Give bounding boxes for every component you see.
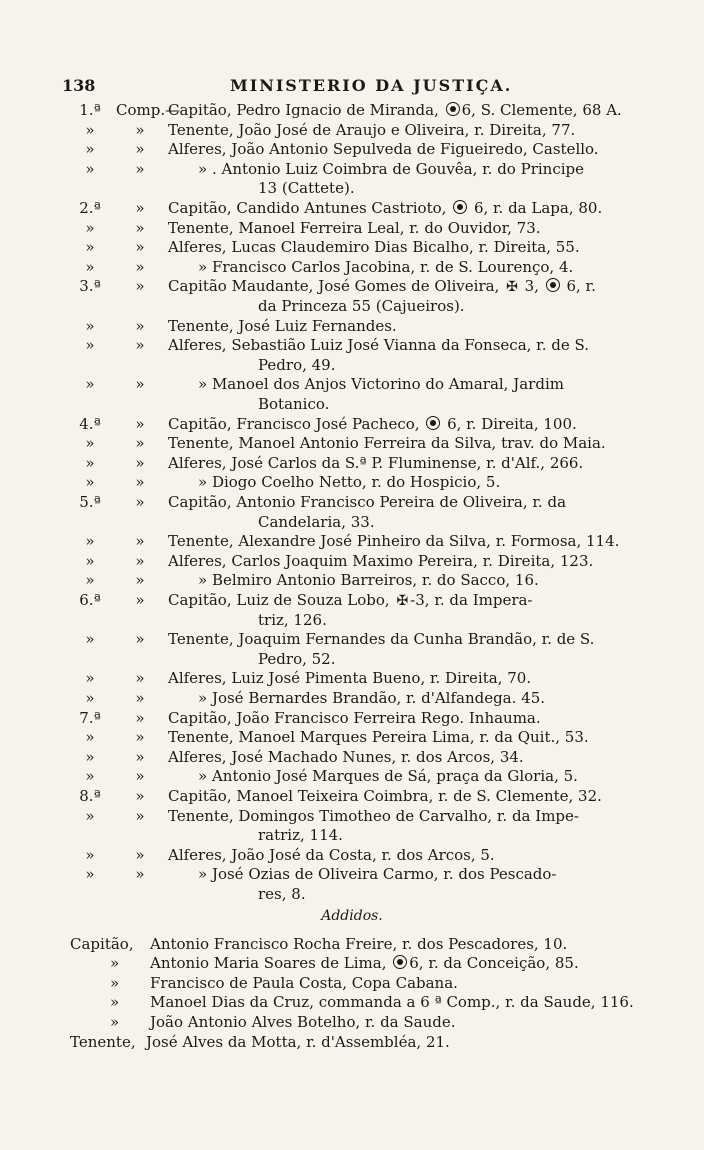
company-label: » xyxy=(135,865,145,884)
rank-label: Tenente, xyxy=(70,1032,136,1051)
company-label: » xyxy=(135,159,145,178)
roster-line xyxy=(0,296,704,316)
entry-text: Alferes, Carlos Joaquim Maximo Pereira, r. Direita, 123. xyxy=(168,551,594,570)
entry-text: Tenente, Domingos Timotheo de Carvalho, r. da Impe- xyxy=(168,806,579,825)
roster-line xyxy=(0,864,704,884)
entry-text: da Princeza 55 (Cajueiros). xyxy=(258,297,465,315)
roster-line xyxy=(0,472,704,492)
company-number: » xyxy=(85,238,95,257)
company-number: » xyxy=(85,689,95,707)
roster-line xyxy=(0,218,704,238)
entry-text: triz, 126. xyxy=(258,610,327,629)
company-label: » xyxy=(135,120,145,139)
roster-line xyxy=(0,786,704,806)
roster-line xyxy=(0,316,704,336)
entry-text: Alferes, João Antonio Sepulveda de Figueiredo, Castello. xyxy=(168,140,599,159)
company-label: » xyxy=(135,375,145,394)
company-number: » xyxy=(85,532,95,551)
rank-label: » xyxy=(110,1013,120,1031)
company-label: » xyxy=(135,493,145,511)
rank-label: Capitão, xyxy=(70,934,134,953)
entry-text: » Manoel dos Anjos Victorino do Amaral, Jardim xyxy=(198,375,564,394)
entry-text: Alferes, Sebastião Luiz José Vianna da Fonseca, r. de S. xyxy=(168,336,589,355)
company-number: » xyxy=(85,434,95,453)
rank-label: » xyxy=(110,973,120,992)
roster-line xyxy=(0,453,704,473)
entry-text: Manoel Dias da Cruz, commanda a 6 ª Comp., r. da Saude, 116. xyxy=(150,993,634,1012)
entry-text: » José Ozias de Oliveira Carmo, r. dos Pescado- xyxy=(198,865,557,884)
roster-line xyxy=(0,825,704,845)
roster-line xyxy=(0,649,704,669)
company-label: » xyxy=(135,787,145,805)
order-medal-icon xyxy=(546,278,560,292)
entry-text: Alferes, Lucas Claudemiro Dias Bicalho, r. Direita, 55. xyxy=(168,238,580,257)
company-label: » xyxy=(135,453,145,472)
entry-text: » . Antonio Luiz Coimbra de Gouvêa, r. do Principe xyxy=(198,159,585,178)
company-label: » xyxy=(135,532,145,551)
company-label: » xyxy=(135,728,145,747)
cross-icon: ✠ xyxy=(506,279,518,296)
company-label: » xyxy=(135,238,145,257)
company-number: » xyxy=(85,747,95,766)
entry-text: Alferes, Luiz José Pimenta Bueno, r. Direita, 70. xyxy=(168,669,532,688)
company-number: » xyxy=(85,551,95,570)
company-number: » xyxy=(85,218,95,237)
roster-line xyxy=(0,766,704,786)
company-label: » xyxy=(135,316,145,335)
company-label: » xyxy=(135,336,145,355)
roster-line xyxy=(0,100,704,120)
entry-text: Tenente, Manoel Marques Pereira Lima, r. da Quit., 53. xyxy=(168,728,589,747)
addidos-line xyxy=(0,1012,704,1032)
company-label: » xyxy=(135,747,145,766)
company-number: » xyxy=(85,140,95,159)
company-number: 1.ª xyxy=(79,101,101,119)
roster-line xyxy=(0,159,704,179)
entry-text: José Alves da Motta, r. d'Assembléa, 21. xyxy=(146,1032,450,1051)
roster-line xyxy=(0,610,704,630)
entry-text: Capitão, Luiz de Souza Lobo, ✠ -3, r. da Impera- xyxy=(168,591,533,609)
addidos-line xyxy=(0,934,704,954)
company-number: » xyxy=(85,669,95,688)
entry-text: » Belmiro Antonio Barreiros, r. do Sacco, 16. xyxy=(198,571,539,590)
roster-line xyxy=(0,178,704,198)
cross-icon: ✠ xyxy=(396,593,409,609)
rank-label: » xyxy=(110,954,120,973)
company-number: » xyxy=(85,845,95,864)
company-label: » xyxy=(135,630,145,649)
addidos-line xyxy=(0,1032,704,1052)
entry-text: Antonio Maria Soares de Lima, 6, r. da Conceição, 85. xyxy=(150,954,579,973)
company-number: 5.ª xyxy=(79,493,101,511)
roster-line xyxy=(0,570,704,590)
entry-text: Botanico. xyxy=(258,395,330,413)
entry-text: Capitão, João Francisco Ferreira Rego. Inhauma. xyxy=(168,708,541,727)
roster-line xyxy=(0,531,704,551)
company-label: Comp.— xyxy=(116,101,181,119)
entry-text: res, 8. xyxy=(258,885,306,903)
entry-text: Tenente, Joaquim Fernandes da Cunha Brandão, r. de S. xyxy=(168,630,595,649)
entry-text: » Antonio José Marques de Sá, praça da Gloria, 5. xyxy=(198,767,578,786)
entry-text: » Francisco Carlos Jacobina, r. de S. Lourenço, 4. xyxy=(198,257,574,276)
company-label: » xyxy=(135,414,145,433)
roster-line xyxy=(0,845,704,865)
company-number: 3.ª xyxy=(79,277,101,296)
company-number: » xyxy=(85,767,95,786)
entry-text: Alferes, João José da Costa, r. dos Arcos, 5. xyxy=(168,845,495,864)
entry-text: Capitão Maudante, José Gomes de Oliveira, ✠ 3, 6, r. xyxy=(168,277,596,296)
company-label: » xyxy=(135,767,145,786)
entry-text: » Diogo Coelho Netto, r. do Hospicio, 5. xyxy=(198,473,501,492)
entry-text: João Antonio Alves Botelho, r. da Saude. xyxy=(150,1013,456,1031)
company-number: » xyxy=(85,571,95,590)
order-medal-icon xyxy=(426,416,440,430)
entry-text: ratriz, 114. xyxy=(258,826,343,845)
company-number: 7.ª xyxy=(79,708,101,727)
roster-line xyxy=(0,688,704,708)
entry-text: Capitão, Francisco José Pacheco, 6, r. Direita, 100. xyxy=(168,414,577,433)
rank-label: » xyxy=(110,993,120,1012)
company-number: » xyxy=(85,375,95,394)
entry-text: Capitão, Candido Antunes Castrioto, 6, r. da Lapa, 80. xyxy=(168,199,603,217)
company-number: 8.ª xyxy=(79,787,101,805)
entry-text: Capitão, Manoel Teixeira Coimbra, r. de S. Clemente, 32. xyxy=(168,787,602,805)
addidos-line xyxy=(0,992,704,1012)
company-label: » xyxy=(135,434,145,453)
company-number: » xyxy=(85,630,95,649)
roster-line xyxy=(0,335,704,355)
company-label: » xyxy=(135,257,145,276)
section-subtitle: Addidos. xyxy=(321,907,383,924)
entry-text: » José Bernardes Brandão, r. d'Alfandega. 45. xyxy=(198,689,546,707)
company-number: » xyxy=(85,336,95,355)
roster-line xyxy=(0,884,704,904)
order-medal-icon xyxy=(453,200,467,214)
roster-line xyxy=(0,512,704,532)
roster-line xyxy=(0,747,704,767)
company-number: 2.ª xyxy=(79,199,101,217)
order-medal-icon xyxy=(446,102,460,116)
company-number: » xyxy=(85,728,95,747)
entry-text: Capitão, Antonio Francisco Pereira de Oliveira, r. da xyxy=(168,493,567,511)
company-label: » xyxy=(135,199,145,217)
roster-line xyxy=(0,629,704,649)
roster-line xyxy=(0,394,704,414)
entry-text: Francisco de Paula Costa, Copa Cabana. xyxy=(150,973,458,992)
roster-line xyxy=(0,198,704,218)
entry-text: Tenente, Manoel Antonio Ferreira da Silva, trav. do Maia. xyxy=(168,434,606,453)
company-label: » xyxy=(135,218,145,237)
roster-line xyxy=(0,120,704,140)
company-label: » xyxy=(135,473,145,492)
company-label: » xyxy=(135,551,145,570)
entry-text: Pedro, 52. xyxy=(258,649,336,668)
company-number: » xyxy=(85,316,95,335)
entry-text: Tenente, Alexandre José Pinheiro da Silva, r. Formosa, 114. xyxy=(168,532,620,551)
roster-line xyxy=(0,237,704,257)
roster-line xyxy=(0,551,704,571)
company-label: » xyxy=(135,708,145,727)
entry-text: Capitão, Pedro Ignacio de Miranda, 6, S. Clemente, 68 A. xyxy=(168,101,622,119)
page-number: 138 xyxy=(62,76,96,95)
roster-line xyxy=(0,492,704,512)
roster-line xyxy=(0,414,704,434)
roster-line xyxy=(0,139,704,159)
entry-text: Antonio Francisco Rocha Freire, r. dos Pescadores, 10. xyxy=(150,934,568,953)
company-number: » xyxy=(85,120,95,139)
company-number: » xyxy=(85,453,95,472)
roster-line xyxy=(0,590,704,610)
company-label: » xyxy=(135,140,145,159)
roster-line xyxy=(0,708,704,728)
entry-text: Tenente, José Luiz Fernandes. xyxy=(168,316,397,335)
order-medal-icon xyxy=(393,955,407,969)
entry-text: Tenente, Manoel Ferreira Leal, r. do Ouvidor, 73. xyxy=(168,218,541,237)
entry-text: Pedro, 49. xyxy=(258,355,336,374)
roster-line xyxy=(0,276,704,296)
roster-line xyxy=(0,355,704,375)
addidos-line xyxy=(0,973,704,993)
company-label: » xyxy=(135,277,145,296)
page-title: MINISTERIO DA JUSTIÇA. xyxy=(230,76,513,95)
roster-line xyxy=(0,727,704,747)
entry-text: Alferes, José Carlos da S.ª P. Fluminense, r. d'Alf., 266. xyxy=(168,453,584,472)
entry-text: Alferes, José Machado Nunes, r. dos Arcos, 34. xyxy=(168,747,524,766)
company-number: 4.ª xyxy=(79,414,101,433)
company-number: » xyxy=(85,159,95,178)
roster-line xyxy=(0,433,704,453)
company-number: » xyxy=(85,806,95,825)
company-label: » xyxy=(135,845,145,864)
company-number: » xyxy=(85,865,95,884)
company-label: » xyxy=(135,689,145,707)
addidos-line xyxy=(0,953,704,973)
company-number: » xyxy=(85,473,95,492)
roster-line xyxy=(0,668,704,688)
entry-text: Tenente, João José de Araujo e Oliveira, r. Direita, 77. xyxy=(168,120,576,139)
company-label: » xyxy=(135,806,145,825)
entry-text: Candelaria, 33. xyxy=(258,512,375,531)
entry-text: 13 (Cattete). xyxy=(258,179,355,198)
roster-line xyxy=(0,257,704,277)
company-number: » xyxy=(85,257,95,276)
page-header xyxy=(62,76,622,98)
roster-line xyxy=(0,806,704,826)
company-label: » xyxy=(135,571,145,590)
company-number: 6.ª xyxy=(79,591,101,609)
company-label: » xyxy=(135,669,145,688)
roster-line xyxy=(0,374,704,394)
company-label: » xyxy=(135,591,145,609)
